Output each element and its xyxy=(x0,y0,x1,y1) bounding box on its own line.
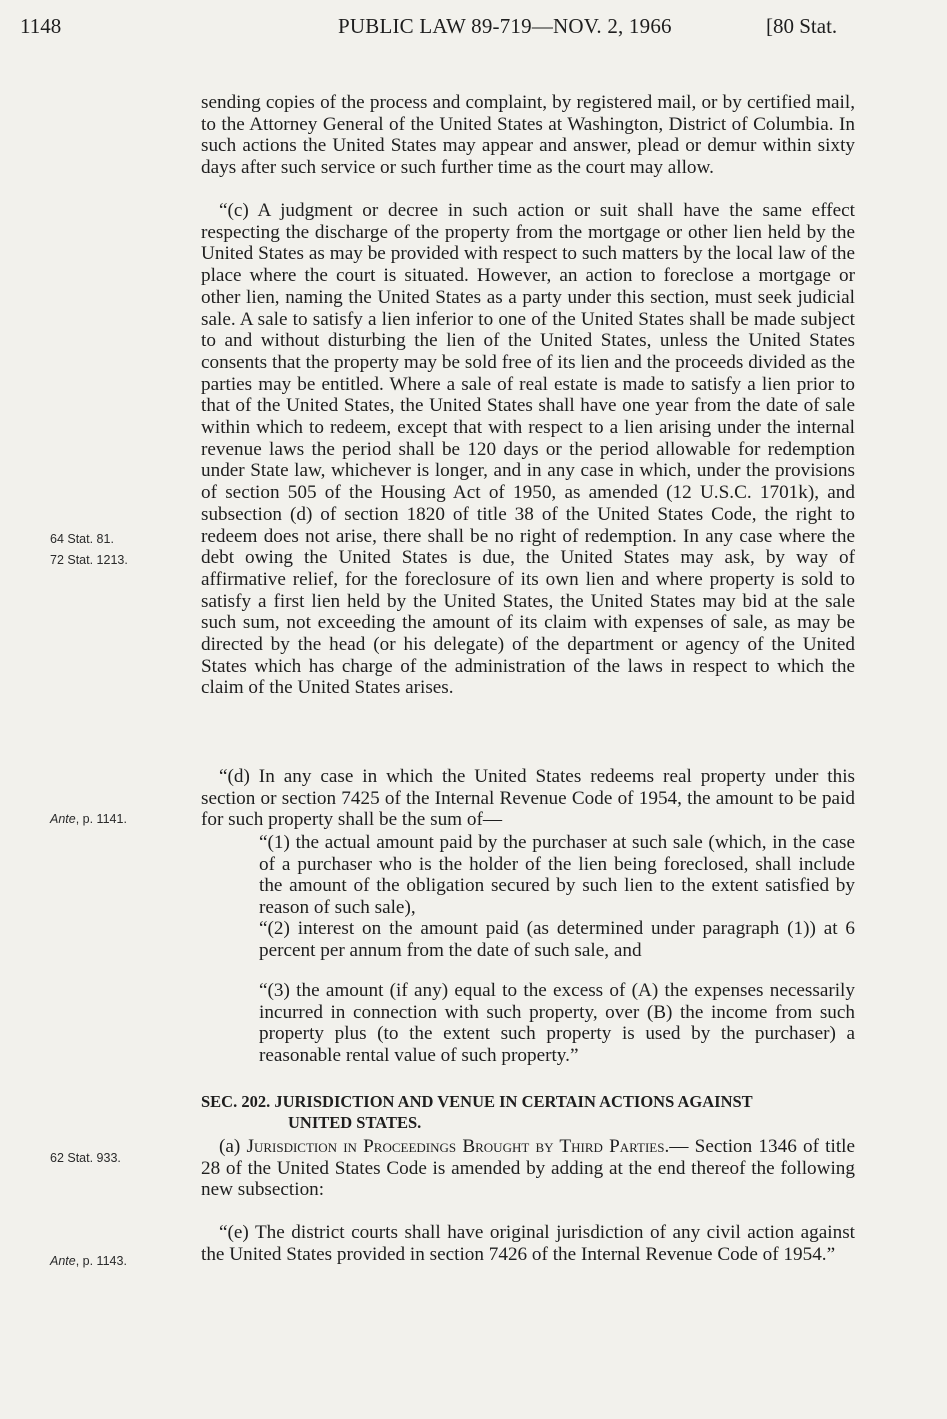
page-number: 1148 xyxy=(20,14,62,38)
section-heading xyxy=(201,1091,855,1133)
margin-note-ante-1141 xyxy=(50,812,127,826)
paragraph-d: “(d) In any case in which the United States redeems real property under this section or section 7425 of the Internal Revenue Code of 1954, the amount to be paid for such property shall be the sum of— xyxy=(201,766,855,831)
page-header xyxy=(0,14,947,54)
margin-note-72-stat: 72 Stat. 1213. xyxy=(50,553,128,567)
section-heading-line1: SEC. 202. JURISDICTION AND VENUE IN CERTAIN ACTIONS AGAINST xyxy=(201,1092,753,1111)
list-item-3: “(3) the amount (if any) equal to the excess of (A) the expenses necessarily incurred in connection with such property, over (B) the income from such property plus (to the extent such property is used by the purchaser) a reasonable rental value of such property.” xyxy=(259,980,855,1067)
margin-note-ante-italic: Ante xyxy=(50,1254,76,1268)
paragraph-e: “(e) The district courts shall have original jurisdiction of any civil action against the United States provided in section 7426 of the Internal Revenue Code of 1954.” xyxy=(201,1222,855,1265)
subsection-a-text: Section 1346 of title 28 of the United States Code is amended by adding at the end thereof the following new subsection: xyxy=(201,1136,856,1201)
margin-note-64-stat: 64 Stat. 81. xyxy=(50,532,114,546)
paragraph-c: “(c) A judgment or decree in such action or suit shall have the same effect respecting the discharge of the property from the mortgage or other lien held by the United States as may be provided with respect to such matters by the local law of the place where the court is situated. However, an action to foreclose a mortgage or other lien, naming the United States as a party under this section, must seek judicial sale. A sale to satisfy a lien inferior to one of the United States shall be made subject to and without disturbing the lien of the United States, unless the United States consents that the property may be sold free of its lien and the proceeds divided as the parties may be entitled. Where a sale of real estate is made to satisfy a lien prior to that of the United States, the United States shall have one year from the date of sale within which to redeem, except that with respect to a lien arising under the internal revenue laws the period shall be 120 days or the period allowable for redemption under State law, whichever is longer, and in any case in which, under the provisions of section 505 of the Housing Act of 1950, as amended (12 U.S.C. 1701k), and subsection (d) of section 1820 of title 38 of the United States Code, the right to redeem does not arise, there shall be no right of redemption. In any case where the debt owing the United States is due, the United States may ask, by way of affirmative relief, for the foreclosure of its own lien and where property is sold to satisfy a first lien held by the United States, the United States may bid at the sale such sum, not exceeding the amount of its claim with expenses of sale, as may be directed by the head (or his delegate) of the department or agency of the United States which has charge of the administration of the laws in respect to which the claim of the United States arises. xyxy=(201,200,855,699)
running-title: PUBLIC LAW 89-719—NOV. 2, 1966 xyxy=(338,14,672,38)
margin-note-ante-italic: Ante xyxy=(50,812,76,826)
margin-note-ante-1143 xyxy=(50,1254,127,1268)
subsection-a-label: (a) xyxy=(219,1136,241,1157)
list-item-2: “(2) interest on the amount paid (as determined under paragraph (1)) at 6 percent per annum from the date of such sale, and xyxy=(259,918,855,961)
margin-note-ante-page: , p. 1141. xyxy=(75,812,127,826)
section-heading-line2: UNITED STATES. xyxy=(288,1113,422,1132)
margin-note-62-stat: 62 Stat. 933. xyxy=(50,1151,121,1165)
list-item-1: “(1) the actual amount paid by the purchaser at such sale (which, in the case of a purchaser who is the holder of the lien being foreclosed, shall include the amount of the obligation secured by such lien to the extent satisfied by reason of such sale), xyxy=(259,832,855,919)
paragraph-service: sending copies of the process and complaint, by registered mail, or by certified mail, to the Attorney General of the United States at Washington, District of Columbia. In such actions the United States may appear and answer, plead or demur within sixty days after such service or such further time as the court may allow. xyxy=(201,92,855,179)
subsection-a-title: Jurisdiction in Proceedings Brought by Third Parties.— xyxy=(246,1136,689,1157)
margin-note-ante-page: , p. 1143. xyxy=(75,1254,127,1268)
statute-reference: [80 Stat. xyxy=(766,14,838,38)
subsection-a xyxy=(201,1136,855,1201)
